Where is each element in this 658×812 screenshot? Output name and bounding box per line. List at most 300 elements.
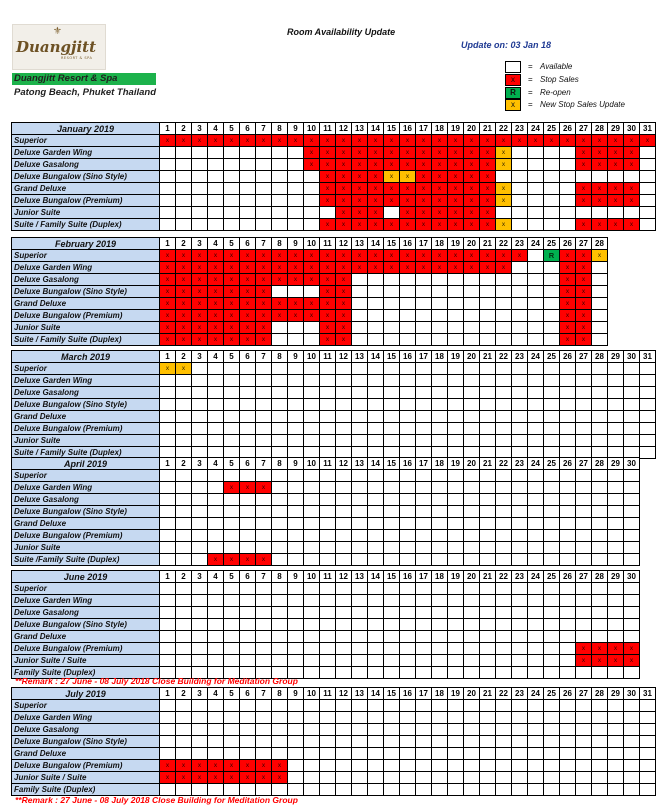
room-type-label: Suite / Family Suite (Duplex) — [12, 447, 160, 459]
room-row — [12, 470, 656, 482]
day-number: 29 — [608, 571, 624, 583]
day-number: 23 — [512, 571, 528, 583]
available-cell — [624, 411, 640, 423]
available-cell — [240, 724, 256, 736]
available-cell — [320, 506, 336, 518]
stop-sales-cell: x — [336, 262, 352, 274]
available-cell — [528, 219, 544, 231]
available-cell — [512, 147, 528, 159]
available-cell — [592, 736, 608, 748]
available-cell — [272, 506, 288, 518]
stop-sales-cell: x — [176, 310, 192, 322]
available-cell — [528, 250, 544, 262]
stop-sales-cell: x — [432, 195, 448, 207]
available-cell — [368, 387, 384, 399]
available-cell — [272, 183, 288, 195]
stop-sales-cell: x — [208, 310, 224, 322]
available-cell — [528, 171, 544, 183]
logo-subtext: RESORT & SPA — [61, 56, 93, 60]
available-cell — [160, 595, 176, 607]
available-cell — [400, 274, 416, 286]
available-cell — [592, 171, 608, 183]
stop-sales-cell: x — [320, 322, 336, 334]
day-number: 31 — [640, 351, 656, 363]
available-cell — [592, 724, 608, 736]
available-cell — [448, 700, 464, 712]
available-cell — [576, 171, 592, 183]
available-cell — [320, 411, 336, 423]
stop-sales-cell: x — [240, 286, 256, 298]
stop-sales-cell: x — [368, 171, 384, 183]
available-cell — [240, 607, 256, 619]
available-cell — [528, 667, 544, 679]
available-cell — [400, 643, 416, 655]
stop-sales-cell: x — [384, 262, 400, 274]
stop-sales-cell: x — [416, 262, 432, 274]
available-cell — [256, 171, 272, 183]
stop-sales-cell: x — [256, 286, 272, 298]
stop-sales-cell: x — [480, 262, 496, 274]
legend-swatch-available — [505, 61, 521, 73]
available-cell — [432, 322, 448, 334]
available-cell — [560, 736, 576, 748]
available-cell — [240, 595, 256, 607]
available-cell — [240, 518, 256, 530]
available-cell — [256, 506, 272, 518]
stop-sales-cell: x — [464, 207, 480, 219]
stop-sales-cell: x — [448, 171, 464, 183]
available-cell — [304, 619, 320, 631]
available-cell — [544, 506, 560, 518]
available-cell — [640, 363, 656, 375]
available-cell — [496, 724, 512, 736]
day-number: 14 — [368, 351, 384, 363]
stop-sales-cell: x — [192, 286, 208, 298]
available-cell — [464, 530, 480, 542]
available-cell — [624, 619, 640, 631]
day-number: 8 — [272, 688, 288, 700]
stop-sales-cell: x — [288, 298, 304, 310]
stop-sales-cell: x — [560, 310, 576, 322]
available-cell — [272, 494, 288, 506]
stop-sales-cell: x — [400, 147, 416, 159]
available-cell — [608, 411, 624, 423]
available-cell — [400, 631, 416, 643]
stop-sales-cell: x — [608, 655, 624, 667]
available-cell — [240, 183, 256, 195]
stop-sales-cell: x — [576, 310, 592, 322]
available-cell — [608, 387, 624, 399]
available-cell — [368, 286, 384, 298]
available-cell — [336, 363, 352, 375]
update-date: Update on: 03 Jan 18 — [461, 40, 552, 50]
room-type-label: Deluxe Bungalow (Sino Style) — [12, 399, 160, 411]
available-cell — [576, 399, 592, 411]
available-cell — [448, 643, 464, 655]
stop-sales-cell: x — [352, 250, 368, 262]
stop-sales-cell: x — [400, 135, 416, 147]
day-number: 5 — [224, 571, 240, 583]
available-cell — [432, 724, 448, 736]
available-cell — [464, 322, 480, 334]
day-number: 10 — [304, 238, 320, 250]
available-cell — [496, 700, 512, 712]
available-cell — [624, 470, 640, 482]
month-table-june — [11, 570, 656, 679]
available-cell — [256, 423, 272, 435]
available-cell — [400, 542, 416, 554]
available-cell — [560, 655, 576, 667]
available-cell — [288, 286, 304, 298]
available-cell — [304, 334, 320, 346]
available-cell — [272, 171, 288, 183]
available-cell — [528, 262, 544, 274]
room-row — [12, 506, 656, 518]
available-cell — [272, 387, 288, 399]
available-cell — [480, 655, 496, 667]
room-type-label: Deluxe Bungalow (Sino Style) — [12, 736, 160, 748]
available-cell — [288, 363, 304, 375]
stop-sales-cell: x — [384, 147, 400, 159]
stop-sales-cell: x — [176, 286, 192, 298]
available-cell — [528, 595, 544, 607]
available-cell — [352, 274, 368, 286]
available-cell — [320, 375, 336, 387]
room-type-label: Junior Suite — [12, 207, 160, 219]
available-cell — [288, 748, 304, 760]
available-cell — [544, 518, 560, 530]
available-cell — [400, 583, 416, 595]
available-cell — [272, 554, 288, 566]
available-cell — [592, 334, 608, 346]
available-cell — [336, 583, 352, 595]
available-cell — [384, 411, 400, 423]
available-cell — [304, 772, 320, 784]
available-cell — [496, 619, 512, 631]
available-cell — [592, 595, 608, 607]
available-cell — [160, 399, 176, 411]
available-cell — [192, 470, 208, 482]
stop-sales-cell: x — [192, 760, 208, 772]
available-cell — [528, 506, 544, 518]
legend-label-re-open: Re-open — [540, 88, 571, 97]
available-cell — [544, 554, 560, 566]
room-row — [12, 760, 656, 772]
available-cell — [336, 772, 352, 784]
available-cell — [384, 298, 400, 310]
day-number: 1 — [160, 458, 176, 470]
available-cell — [288, 724, 304, 736]
available-cell — [176, 595, 192, 607]
available-cell — [544, 310, 560, 322]
available-cell — [176, 518, 192, 530]
available-cell — [208, 631, 224, 643]
stop-sales-cell: x — [512, 250, 528, 262]
available-cell — [368, 643, 384, 655]
available-cell — [368, 310, 384, 322]
stop-sales-cell: x — [336, 207, 352, 219]
stop-sales-cell: x — [352, 219, 368, 231]
available-cell — [592, 363, 608, 375]
room-row — [12, 595, 656, 607]
day-number: 24 — [528, 123, 544, 135]
available-cell — [176, 619, 192, 631]
available-cell — [448, 530, 464, 542]
month-table-january — [11, 122, 656, 231]
available-cell — [496, 363, 512, 375]
available-cell — [432, 712, 448, 724]
available-cell — [480, 784, 496, 796]
stop-sales-cell: x — [480, 250, 496, 262]
day-number: 23 — [512, 458, 528, 470]
available-cell — [464, 760, 480, 772]
day-number: 19 — [448, 571, 464, 583]
available-cell — [352, 772, 368, 784]
available-cell — [192, 159, 208, 171]
day-number: 12 — [336, 123, 352, 135]
room-row — [12, 135, 656, 147]
available-cell — [256, 195, 272, 207]
available-cell — [544, 482, 560, 494]
new-stop-sales-cell: x — [496, 159, 512, 171]
available-cell — [336, 375, 352, 387]
available-cell — [384, 399, 400, 411]
available-cell — [512, 643, 528, 655]
stop-sales-cell: x — [272, 274, 288, 286]
month-header-row — [12, 688, 656, 700]
day-number: 12 — [336, 688, 352, 700]
available-cell — [272, 619, 288, 631]
available-cell — [352, 494, 368, 506]
stop-sales-cell: x — [416, 250, 432, 262]
stop-sales-cell: x — [608, 183, 624, 195]
available-cell — [320, 724, 336, 736]
available-cell — [608, 772, 624, 784]
available-cell — [480, 482, 496, 494]
available-cell — [544, 298, 560, 310]
room-type-label: Deluxe Garden Wing — [12, 375, 160, 387]
stop-sales-cell: x — [320, 334, 336, 346]
available-cell — [544, 784, 560, 796]
available-cell — [240, 363, 256, 375]
available-cell — [592, 784, 608, 796]
available-cell — [224, 219, 240, 231]
available-cell — [576, 667, 592, 679]
available-cell — [624, 631, 640, 643]
available-cell — [416, 530, 432, 542]
available-cell — [352, 736, 368, 748]
available-cell — [448, 712, 464, 724]
stop-sales-cell: x — [592, 159, 608, 171]
stop-sales-cell: x — [560, 298, 576, 310]
day-number: 15 — [384, 571, 400, 583]
stop-sales-cell: x — [208, 554, 224, 566]
available-cell — [208, 712, 224, 724]
available-cell — [432, 554, 448, 566]
available-cell — [512, 207, 528, 219]
available-cell — [352, 724, 368, 736]
available-cell — [640, 700, 656, 712]
stop-sales-cell: x — [272, 298, 288, 310]
available-cell — [368, 583, 384, 595]
available-cell — [304, 470, 320, 482]
available-cell — [464, 643, 480, 655]
available-cell — [512, 195, 528, 207]
available-cell — [208, 363, 224, 375]
available-cell — [352, 554, 368, 566]
available-cell — [192, 207, 208, 219]
available-cell — [496, 494, 512, 506]
stop-sales-cell: x — [576, 219, 592, 231]
available-cell — [432, 748, 448, 760]
stop-sales-cell: x — [240, 322, 256, 334]
available-cell — [592, 322, 608, 334]
available-cell — [416, 375, 432, 387]
available-cell — [336, 760, 352, 772]
available-cell — [288, 470, 304, 482]
available-cell — [320, 700, 336, 712]
available-cell — [640, 724, 656, 736]
available-cell — [480, 736, 496, 748]
available-cell — [544, 147, 560, 159]
new-stop-sales-cell: x — [176, 363, 192, 375]
available-cell — [368, 411, 384, 423]
available-cell — [384, 494, 400, 506]
available-cell — [480, 667, 496, 679]
available-cell — [384, 667, 400, 679]
empty-day-cell — [640, 334, 656, 346]
empty-day-cell — [640, 262, 656, 274]
available-cell — [416, 736, 432, 748]
available-cell — [368, 470, 384, 482]
empty-day-cell — [608, 262, 624, 274]
available-cell — [640, 760, 656, 772]
available-cell — [448, 554, 464, 566]
available-cell — [160, 655, 176, 667]
available-cell — [272, 423, 288, 435]
stop-sales-cell: x — [320, 310, 336, 322]
available-cell — [272, 147, 288, 159]
stop-sales-cell: x — [208, 322, 224, 334]
available-cell — [592, 262, 608, 274]
day-number: 9 — [288, 123, 304, 135]
available-cell — [576, 435, 592, 447]
legend-label-available: Available — [540, 62, 573, 71]
stop-sales-cell: x — [368, 219, 384, 231]
available-cell — [448, 542, 464, 554]
stop-sales-cell: x — [432, 262, 448, 274]
available-cell — [336, 554, 352, 566]
day-number: 21 — [480, 571, 496, 583]
available-cell — [384, 322, 400, 334]
available-cell — [400, 712, 416, 724]
available-cell — [624, 542, 640, 554]
available-cell — [240, 619, 256, 631]
available-cell — [544, 375, 560, 387]
available-cell — [208, 387, 224, 399]
stop-sales-cell: x — [448, 147, 464, 159]
available-cell — [400, 322, 416, 334]
remark-july: **Remark : 27 June - 08 July 2018 Close Building for Meditation Group — [15, 795, 298, 805]
stop-sales-cell: x — [624, 183, 640, 195]
room-type-label: Deluxe Garden Wing — [12, 262, 160, 274]
day-number: 12 — [336, 571, 352, 583]
available-cell — [272, 607, 288, 619]
available-cell — [192, 542, 208, 554]
day-number: 26 — [560, 123, 576, 135]
available-cell — [160, 724, 176, 736]
day-number: 9 — [288, 458, 304, 470]
available-cell — [576, 387, 592, 399]
available-cell — [432, 482, 448, 494]
available-cell — [560, 700, 576, 712]
stop-sales-cell: x — [208, 298, 224, 310]
stop-sales-cell: x — [320, 262, 336, 274]
available-cell — [512, 724, 528, 736]
available-cell — [192, 183, 208, 195]
available-cell — [464, 607, 480, 619]
available-cell — [208, 195, 224, 207]
room-type-label: Superior — [12, 250, 160, 262]
available-cell — [592, 387, 608, 399]
day-number: 9 — [288, 238, 304, 250]
available-cell — [224, 470, 240, 482]
available-cell — [448, 411, 464, 423]
day-number: 17 — [416, 351, 432, 363]
day-number: 18 — [432, 123, 448, 135]
available-cell — [640, 784, 656, 796]
empty-day-cell — [640, 583, 656, 595]
stop-sales-cell: x — [256, 274, 272, 286]
available-cell — [448, 583, 464, 595]
available-cell — [224, 712, 240, 724]
available-cell — [608, 435, 624, 447]
available-cell — [304, 494, 320, 506]
available-cell — [592, 583, 608, 595]
day-number: 25 — [544, 458, 560, 470]
available-cell — [176, 542, 192, 554]
available-cell — [496, 470, 512, 482]
day-number: 14 — [368, 238, 384, 250]
empty-day-cell — [608, 322, 624, 334]
stop-sales-cell: x — [384, 219, 400, 231]
stop-sales-cell: x — [432, 207, 448, 219]
available-cell — [480, 286, 496, 298]
available-cell — [624, 363, 640, 375]
available-cell — [464, 595, 480, 607]
available-cell — [528, 494, 544, 506]
day-number: 5 — [224, 458, 240, 470]
available-cell — [624, 700, 640, 712]
available-cell — [224, 411, 240, 423]
available-cell — [592, 619, 608, 631]
available-cell — [176, 195, 192, 207]
available-cell — [608, 171, 624, 183]
available-cell — [368, 736, 384, 748]
available-cell — [384, 518, 400, 530]
stop-sales-cell: x — [352, 147, 368, 159]
available-cell — [320, 363, 336, 375]
available-cell — [288, 506, 304, 518]
day-number: 21 — [480, 123, 496, 135]
available-cell — [528, 195, 544, 207]
available-cell — [160, 195, 176, 207]
available-cell — [336, 435, 352, 447]
available-cell — [368, 712, 384, 724]
empty-day-cell — [640, 667, 656, 679]
available-cell — [560, 619, 576, 631]
available-cell — [576, 619, 592, 631]
